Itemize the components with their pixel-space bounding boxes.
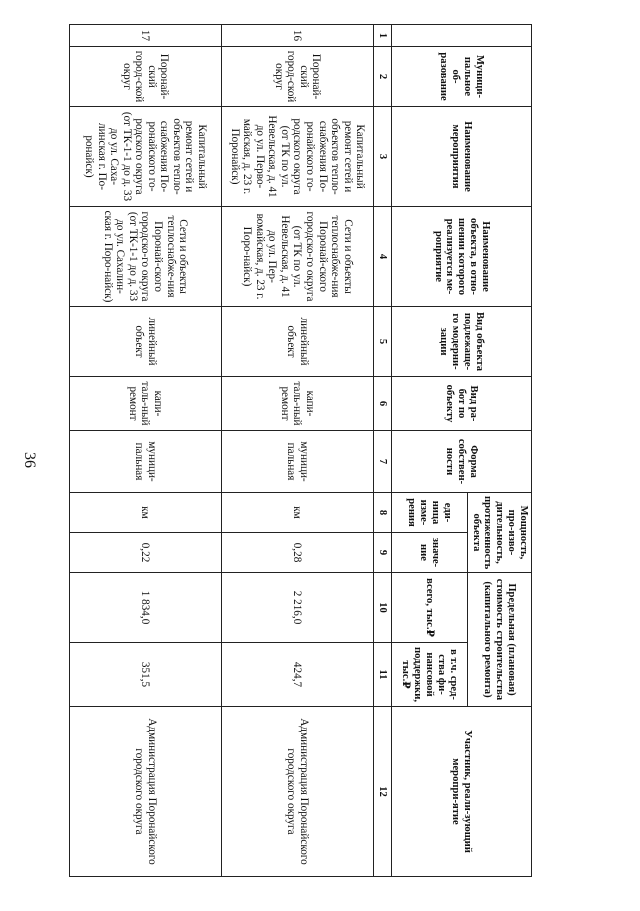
table-row: [221, 25, 373, 877]
work-type-cell: капи-таль-ный ремонт: [221, 377, 373, 431]
object-type-cell: линейный объект: [69, 307, 221, 377]
row-number: 16: [221, 25, 373, 47]
header-total: всего, тыс.₽: [391, 573, 467, 643]
index-cell: 6: [373, 377, 391, 431]
measure-cell: Капитальный ремонт сетей и объектов тепло-снабжения По-ронайского го-родского округа (от ТК по ул. Невельская, д. 41 до ул. Перво-майская, д. 23 г. Поронайск): [221, 107, 373, 207]
index-cell: 10: [373, 573, 391, 643]
index-cell: 2: [373, 47, 391, 107]
object-cell: Сети и объекты теплоснабже-ния Поронай-ского городско-го округа (от ТК по ул. Невельская, д. 41 до ул. Пер-вомайская, д. 23 г. Поро-найск): [221, 207, 373, 307]
header-measure: Наименование мероприятия: [391, 107, 531, 207]
object-cell: Сети и объекты теплоснабже-ния Поронай-ского городско-го округа (от ТК-1-1 до д. 33 до ул. Сахалин-ская г. Поро-найск): [69, 207, 221, 307]
ownership-cell: муници-пальная: [221, 431, 373, 493]
support-cost-cell: 351,5: [69, 643, 221, 707]
header-ownership: Форма собствен-ности: [391, 431, 531, 493]
total-cost-cell: 1 834,0: [69, 573, 221, 643]
index-cell: 5: [373, 307, 391, 377]
rotated-table-container: [78, 24, 532, 876]
municipality-cell: Поронай-ский город-ской округ: [69, 47, 221, 107]
header-municipality: Муници-пальное об-разование: [391, 47, 531, 107]
header-col-1: [391, 25, 531, 47]
support-cost-cell: 424,7: [221, 643, 373, 707]
index-cell: 1: [373, 25, 391, 47]
index-cell: 4: [373, 207, 391, 307]
index-cell: 11: [373, 643, 391, 707]
index-cell: 8: [373, 493, 391, 533]
index-cell: 12: [373, 707, 391, 877]
row-number: 17: [69, 25, 221, 47]
municipality-cell: Поронай-ский город-ской округ: [221, 47, 373, 107]
participant-cell: Администрация Поронайского городского округа: [221, 707, 373, 877]
object-type-cell: линейный объект: [221, 307, 373, 377]
index-cell: 9: [373, 533, 391, 573]
index-cell: 3: [373, 107, 391, 207]
total-cost-cell: 2 216,0: [221, 573, 373, 643]
header-participant: Участник, реали-зующий меропри-ятие: [391, 707, 531, 877]
value-cell: 0,28: [221, 533, 373, 573]
header-work-type: Вид ра-бот по объекту: [391, 377, 531, 431]
participant-cell: Администрация Поронайского городского округа: [69, 707, 221, 877]
header-cost-group: Предельная (плановая) стоимость строительства (капитального ремонта): [467, 573, 531, 707]
work-type-cell: капи-таль-ный ремонт: [69, 377, 221, 431]
header-unit: еди-ница изме-рения: [391, 493, 467, 533]
objects-table: [69, 24, 532, 877]
index-cell: 7: [373, 431, 391, 493]
measure-cell: Капитальный ремонт сетей и объектов тепло-снабжения По-ронайского го-родского округа (от ТК-1-1 до д. 33 до ул. Саха-линская г. По-ронайск): [69, 107, 221, 207]
page-number: 36: [21, 452, 38, 468]
index-row: [373, 25, 391, 877]
header-object: Наименование объекта, в отно-шении которого реализуется ме-роприятие: [391, 207, 531, 307]
table-row: [69, 25, 221, 877]
header-row-1: [467, 25, 531, 877]
header-object-type: Вид объекта подлежаще-го модерни-зации: [391, 307, 531, 377]
unit-cell: км: [69, 493, 221, 533]
value-cell: 0,22: [69, 533, 221, 573]
ownership-cell: муници-пальная: [69, 431, 221, 493]
header-support: в т.ч. сред-ства фи-нансовой поддержки, тыс.₽: [391, 643, 467, 707]
header-value: значе-ние: [391, 533, 467, 573]
header-capacity-group: Мощность, про-изво-дительность, протяженность объекта: [467, 493, 531, 573]
unit-cell: км: [221, 493, 373, 533]
